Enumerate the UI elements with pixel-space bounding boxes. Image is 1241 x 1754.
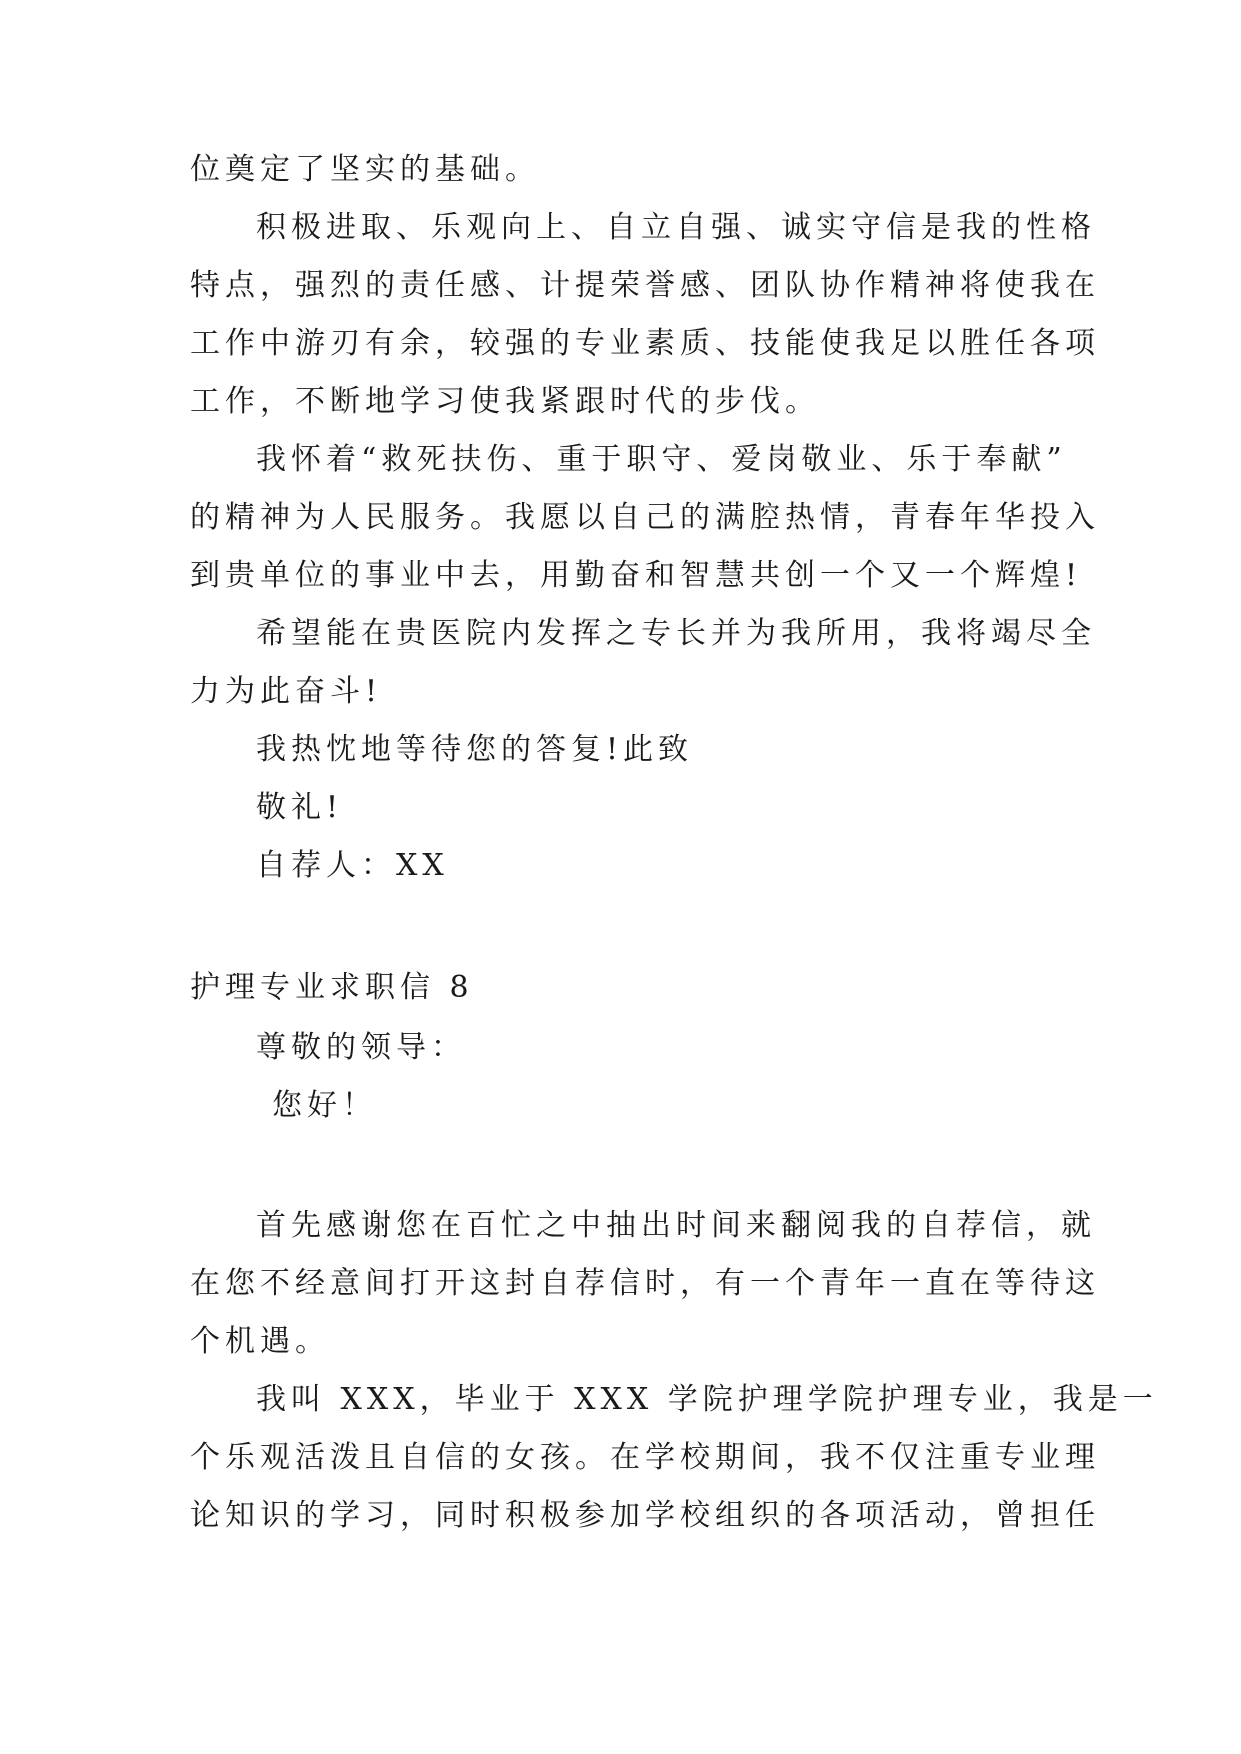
text-line: 我怀着“救死扶伤、重于职守、爱岗敬业、乐于奉献”	[256, 442, 1067, 477]
text-line: 在您不经意间打开这封自荐信时，有一个青年一直在等待这	[190, 1266, 1100, 1301]
section-heading: 护理专业求职信 8	[190, 970, 474, 1005]
text-line: 首先感谢您在百忙之中抽出时间来翻阅我的自荐信，就	[256, 1208, 1096, 1243]
text-line: 敬礼!	[256, 790, 344, 825]
text-line: 到贵单位的事业中去，用勤奋和智慧共创一个又一个辉煌!	[190, 558, 1083, 593]
text-line: 位奠定了坚实的基础。	[190, 152, 540, 187]
text-line: 自荐人：XX	[256, 848, 449, 883]
text-line: 特点，强烈的责任感、计提荣誉感、团队协作精神将使我在	[190, 268, 1100, 303]
text-line: 工作，不断地学习使我紧跟时代的步伐。	[190, 384, 820, 419]
text-line: 我叫 XXX，毕业于 XXX 学院护理学院护理专业，我是一	[256, 1382, 1158, 1417]
text-line: 希望能在贵医院内发挥之专长并为我所用，我将竭尽全	[256, 616, 1096, 651]
text-line: 积极进取、乐观向上、自立自强、诚实守信是我的性格	[256, 210, 1096, 245]
text-line: 个机遇。	[190, 1324, 330, 1359]
text-line: 我热忱地等待您的答复!此致	[256, 732, 694, 767]
text-line: 的精神为人民服务。我愿以自己的满腔热情，青春年华投入	[190, 500, 1100, 535]
text-line: 力为此奋斗!	[190, 674, 383, 709]
text-line: 个乐观活泼且自信的女孩。在学校期间，我不仅注重专业理	[190, 1440, 1100, 1475]
greeting: 您好！	[272, 1088, 377, 1123]
text-line: 工作中游刃有余，较强的专业素质、技能使我足以胜任各项	[190, 326, 1100, 361]
text-line: 论知识的学习，同时积极参加学校组织的各项活动，曾担任	[190, 1498, 1100, 1533]
salutation: 尊敬的领导：	[256, 1030, 466, 1065]
